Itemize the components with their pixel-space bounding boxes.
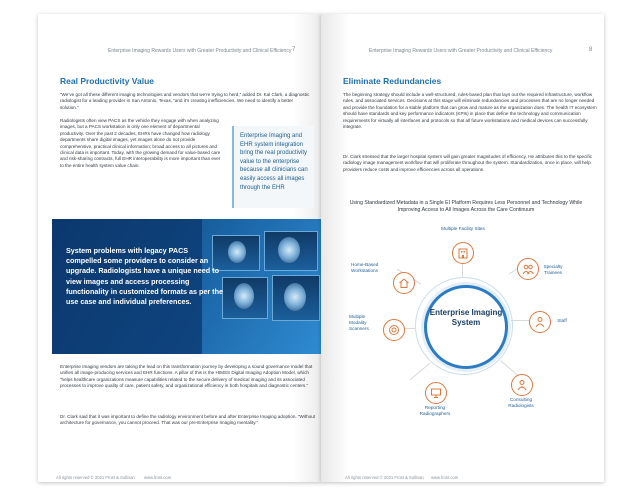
brain-scan-image — [228, 241, 246, 263]
node-label-staff: Staff — [557, 318, 567, 323]
brain-scan-image — [284, 283, 306, 311]
diagram-title: Using Standardized Metadata in a Single EI Platform Requires Less Personnel and Technology While Improving Access to All Images Across the Care Continuum — [349, 200, 583, 214]
brain-scan-image — [278, 237, 300, 263]
node-consulting-radiologists — [511, 374, 533, 396]
node-home-workstations — [393, 272, 415, 294]
strategy-paragraph: The beginning strategy should include a well-structured, rules-based plan that lays out the required infrastructure, workflow rules, and associated services. Decisions at this stage will eliminate redundancies and processes that are no longer needed and provide the foundation for a stable platform that can grow and mature as the organization does. The health IT ecosystem should have standards and key performance indicators (KPIs) in place that define the technology and communication requirements for virtually all interfaces and protocols so that all future workstations and medical devices can successfully integrate. — [343, 92, 597, 130]
running-head: Enterprise Imaging Rewards Users with Greater Productivity and Clinical Efficiency — [369, 48, 553, 54]
page-number: 8 — [589, 47, 593, 53]
connector-line — [410, 363, 431, 380]
left-page — [38, 14, 321, 482]
brain-scan-image — [234, 283, 254, 309]
center-node — [424, 285, 508, 369]
footer-rights: All rights reserved © 2021 Frost & Sullivan — [56, 475, 135, 480]
clark-paragraph: Dr. Clark said that it was important to define the radiology environment before and after Enterprise Imaging adoption. “Without architecture for governance, you cannot proceed. That was our pre-Enterprise Imaging mentality.” — [60, 414, 316, 426]
node-label-specialty-trainees: Specialty Trainees — [543, 264, 563, 275]
vendors-paragraph: Enterprise Imaging vendors are taking the lead on this transformation journey by developing a sound governance model that unifies all image-producing services and EHR functions. A pillar of this is the HIMSS Digital Imaging Adoption Model, which “helps healthcare organizations measure capabilities related to the secure delivery of medical imaging and its associated processes to improve quality of care, patient safety, and organizational efficiency in both hospitals and diagnostic centers.” — [60, 364, 313, 389]
footer-url: www.frost.com — [144, 475, 172, 480]
efficiency-paragraph: Dr. Clark stressed that the larger hospital system will gain greater magnitudes of efficiency. He attributes this to the specific radiology image management workflow that will proliferate throughout the system. Standardization, once in place, will help providers reduce costs and improve efficiencies across all operations. — [343, 154, 593, 172]
callout-text: Enterprise Imaging and EHR system integration bring the real productivity value to the enterprise because all clinicians can easily access all images through the EHR — [240, 133, 308, 191]
node-label-facility-sites: Multiple Facility Sites — [441, 226, 485, 231]
footer-url: www.frost.com — [431, 475, 459, 480]
node-label-home-workstations: Home-Based Workstations — [351, 262, 379, 273]
running-head: Enterprise Imaging Rewards Users with Greater Productivity and Clinical Efficiency — [108, 48, 292, 54]
hero-quote: System problems with legacy PACS compelled some providers to consider an upgrade. Radiologists have a unique need to view images and access processing functionality in customized formats as per the use case and individual preferences. — [66, 246, 223, 307]
node-reporting-radiographers — [425, 382, 447, 404]
monitor-icon — [430, 387, 442, 399]
section-title: Eliminate Redundancies — [343, 76, 442, 86]
node-facility-sites — [452, 242, 474, 264]
staff-icon — [534, 316, 546, 328]
node-modality-scanners — [383, 319, 405, 341]
people-icon — [522, 263, 534, 275]
node-label-consulting-radiologists: Consulting Radiologists — [508, 397, 534, 408]
footer-rights: All rights reserved © 2021 Frost & Sullivan — [345, 475, 424, 480]
hero-image-banner — [52, 219, 321, 354]
pacs-paragraph: Radiologists often view PACS as the vehicle they engage with when analyzing images, but a PACS workstation is only one element of departmental productivity. Over the past 2 decades, EHRs have changed how radiology departments share digital images, yet images alone do not provide comprehensive, practical clinical information; broad access to all pictures and clinical data is important. Today, with the growing demand for value-based care and risk-sharing contracts, full EHR interoperability is more important than ever to the entire health system value chain. — [60, 118, 221, 168]
scanner-icon — [388, 324, 400, 336]
building-icon — [457, 247, 469, 259]
intro-paragraph: “We’ve got all these different imaging technologies and vendors that we’re trying to herd,” added Dr. Kal Clark, a diagnostic radiologist for a leading provider in San Antonio, Texas, “and it’s creating inefficiencies. We need to identify a better solution.” — [60, 92, 310, 110]
doctor-icon — [516, 379, 528, 391]
callout-box — [232, 126, 314, 208]
node-label-reporting-radiographers: Reporting Radiographers — [419, 405, 451, 416]
node-label-modality-scanners: Multiple Modality Scanners — [349, 314, 369, 331]
home-icon — [398, 277, 410, 289]
center-label: Enterprise Imaging System — [429, 308, 503, 327]
right-page — [321, 14, 604, 482]
section-title: Real Productivity Value — [60, 76, 155, 86]
page-number: 7 — [292, 47, 296, 53]
